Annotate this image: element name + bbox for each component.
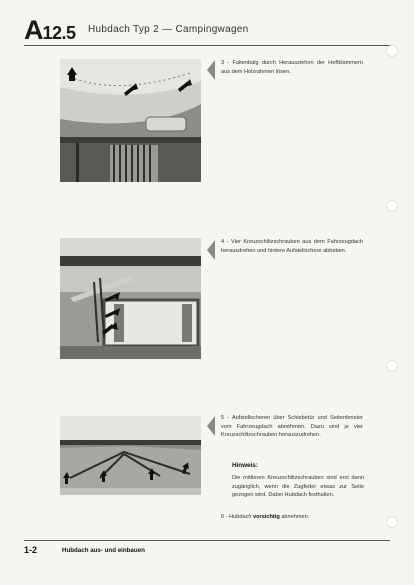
- binder-hole: [386, 200, 398, 212]
- footer-divider: [24, 540, 390, 541]
- pointer-step-4: [207, 240, 215, 260]
- pointer-step-5: [207, 416, 215, 436]
- hint-text: Die mittleren Kreuzschlitzschrauben sind erst dann zugänglich, wenn die Zugfeder etwas zur Seite gezogen wird. Dabei Hubdach festhalten.: [232, 475, 364, 498]
- step-6-suffix: abnehmen.: [279, 514, 310, 520]
- step-6-prefix: 6 - Hubdach: [221, 514, 254, 520]
- binder-hole: [386, 516, 398, 528]
- page-title: Hubdach Typ 2 — Campingwagen: [88, 24, 249, 35]
- photo-step-5: [60, 416, 201, 495]
- footer-section-title: Hubdach aus- und einbauen: [62, 547, 145, 554]
- step-6-emphasis: vorsichtig: [253, 514, 280, 520]
- page-header: [24, 16, 390, 44]
- pointer-step-3: [207, 60, 215, 80]
- header-divider: [24, 45, 390, 46]
- section-code-letter: A: [24, 15, 43, 45]
- page-number: 1-2: [24, 545, 38, 555]
- step-6-text: [221, 513, 363, 522]
- photo-step-3: [60, 59, 201, 182]
- binder-hole: [386, 45, 398, 57]
- photo-step-4: [60, 238, 201, 359]
- step-5-text: 5 - Aufstellscheren über Schiebetür und Seitenfenster vom Fahrzeugdach abnehmen. Dazu sind je vier Kreuzschlitzschrauben herauszudrehen.: [221, 415, 363, 438]
- step-4-text: 4 - Vier Kreuzschlitzschrauben aus dem Fahrzeugdach herausdrehen und hintere Aufstellschere abheben.: [221, 239, 363, 254]
- hint-heading: Hinweis:: [232, 462, 258, 469]
- binder-hole: [386, 360, 398, 372]
- step-3-text: 3 - Faltenbalg durch Herausziehen der Heftklammern aus dem Holzrahmen lösen.: [221, 60, 363, 75]
- section-code-number: 12.5: [42, 23, 76, 43]
